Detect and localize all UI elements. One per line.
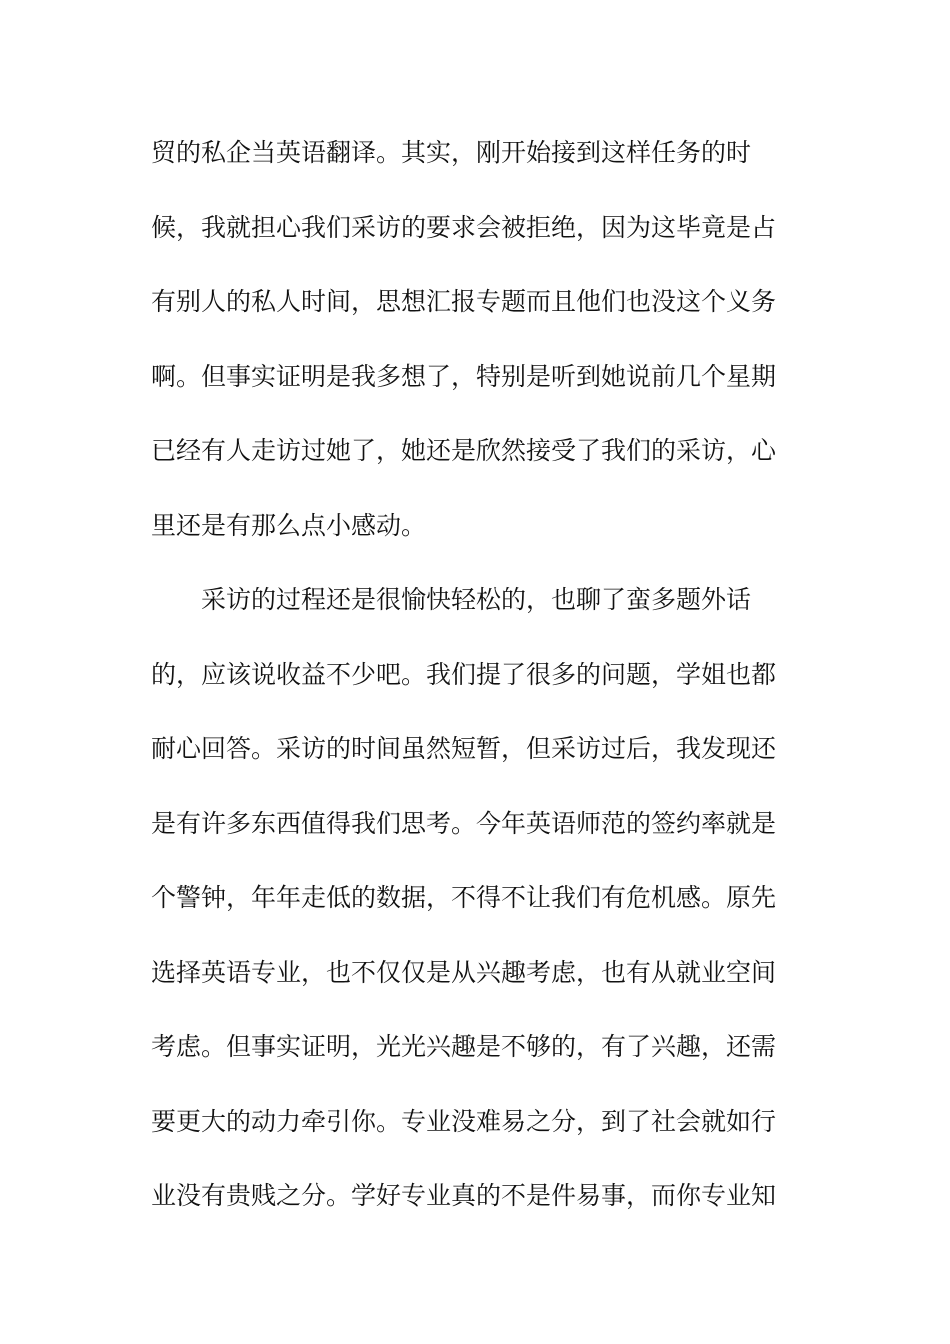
text-line: 业没有贵贱之分。学好专业真的不是件易事，而你专业知 xyxy=(151,1181,777,1210)
text-line: 贸的私企当英语翻译。其实，刚开始接到这样任务的时 xyxy=(151,138,752,167)
text-line: 已经有人走访过她了，她还是欣然接受了我们的采访，心 xyxy=(151,436,777,465)
text-line: 选择英语专业，也不仅仅是从兴趣考虑，也有从就业空间 xyxy=(151,957,777,987)
text-line: 个警钟，年年走低的数据，不得不让我们有危机感。原先 xyxy=(151,883,777,912)
text-line: 的，应该说收益不少吧。我们提了很多的问题，学姐也都 xyxy=(151,659,777,689)
text-line: 候，我就担心我们采访的要求会被拒绝，因为这毕竟是占 xyxy=(151,212,777,242)
text-line: 是有许多东西值得我们思考。今年英语师范的签约率就是 xyxy=(151,808,777,838)
body-text xyxy=(151,132,799,1250)
text-line: 啊。但事实证明是我多想了，特别是听到她说前几个星期 xyxy=(151,361,777,391)
text-line: 里还是有那么点小感动。 xyxy=(151,510,427,540)
text-line: 有别人的私人时间，思想汇报专题而且他们也没这个义务 xyxy=(151,287,777,316)
text-line: 考虑。但事实证明，光光兴趣是不够的，有了兴趣，还需 xyxy=(151,1032,777,1061)
text-line: 采访的过程还是很愉快轻松的，也聊了蛮多题外话 xyxy=(151,585,752,614)
text-line: 要更大的动力牵引你。专业没难易之分，到了社会就如行 xyxy=(151,1106,777,1136)
text-line: 耐心回答。采访的时间虽然短暂，但采访过后，我发现还 xyxy=(151,734,777,763)
